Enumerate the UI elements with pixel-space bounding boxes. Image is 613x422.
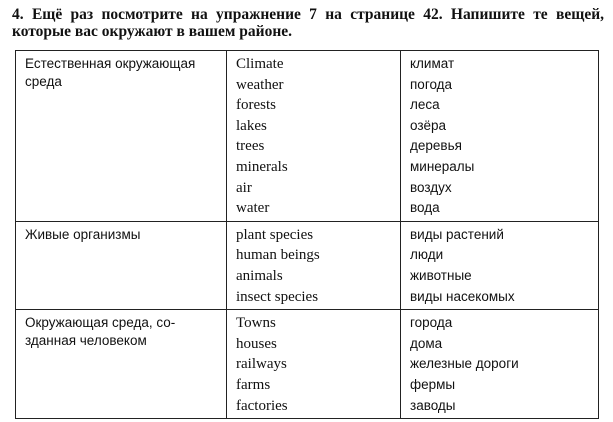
exercise-instruction — [12, 6, 604, 40]
exercise-text: Ещё раз посмотрите на упражнение 7 на странице 42. Напишите те вещей, которые вас окружают в вашем районе. — [12, 6, 605, 40]
russian-terms-cell — [401, 310, 599, 419]
english-term: air — [236, 179, 252, 196]
english-terms-cell — [227, 310, 401, 419]
english-terms-cell — [227, 221, 401, 309]
russian-term: фермы — [410, 376, 456, 392]
english-terms-cell — [227, 51, 401, 222]
category-cell: Живые организмы — [16, 221, 227, 309]
english-term: farms — [236, 376, 271, 393]
table-row — [16, 51, 599, 222]
vocabulary-table — [15, 50, 599, 419]
english-term: plant species — [236, 226, 314, 243]
russian-term: минералы — [410, 158, 475, 174]
english-term: forests — [236, 97, 276, 114]
table-row — [16, 310, 599, 419]
vocabulary-table-body — [16, 51, 599, 419]
russian-term: вода — [410, 200, 440, 216]
english-term: water — [236, 200, 270, 217]
russian-term: воздух — [410, 179, 452, 195]
russian-term: железные дороги — [410, 356, 519, 372]
russian-terms-cell — [401, 221, 599, 309]
russian-term: леса — [410, 97, 440, 113]
russian-term: виды растений — [410, 226, 504, 242]
russian-term: озёра — [410, 117, 447, 133]
english-term: human beings — [236, 247, 320, 264]
russian-terms-cell — [401, 51, 599, 222]
english-term: Climate — [236, 56, 284, 72]
english-term: minerals — [236, 158, 288, 175]
russian-term: города — [410, 315, 453, 331]
english-term: factories — [236, 397, 288, 414]
russian-term: заводы — [410, 397, 456, 413]
english-term: lakes — [236, 117, 267, 134]
russian-term: деревья — [410, 138, 462, 154]
russian-term: дома — [410, 335, 443, 351]
english-term: Towns — [236, 315, 276, 332]
russian-term: погода — [410, 76, 453, 92]
table-row — [16, 221, 599, 309]
russian-term: виды насекомых — [410, 288, 515, 304]
category-cell: Окружающая среда, созданная человеком — [16, 310, 227, 419]
exercise-number: 4. — [12, 6, 24, 23]
english-term: trees — [236, 138, 265, 155]
russian-term: животные — [410, 267, 472, 283]
russian-term: климат — [410, 56, 455, 71]
category-cell: Естественная окружающая среда — [16, 51, 227, 222]
english-term: weather — [236, 76, 284, 93]
english-term: animals — [236, 267, 283, 284]
english-term: insect species — [236, 288, 319, 305]
english-term: railways — [236, 356, 287, 373]
english-term: houses — [236, 335, 277, 352]
russian-term: люди — [410, 247, 444, 263]
